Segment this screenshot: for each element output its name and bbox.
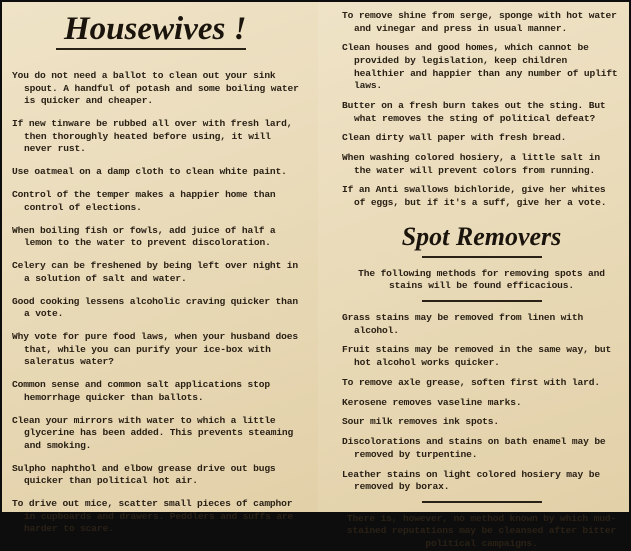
tip-item: To remove shine from serge, sponge with hot water and vinegar and press in usual manner.: [342, 10, 617, 34]
tip-item: You do not need a ballot to clean out your sink spout. A handful of potash and some boiling water is quicker and cheaper.: [12, 70, 299, 107]
section-divider: [422, 256, 542, 258]
tip-item: Clean your mirrors with water to which a little glycerine has been added. This prevents steaming and smoking.: [12, 414, 294, 451]
section-outro: There is, however, no method known by which mud-stained reputations may be cleansed after bitter political campaigns.: [346, 512, 617, 550]
tip-item: Good cooking lessens alcoholic craving quicker than a vote.: [12, 295, 298, 320]
housewives-title: Housewives !: [64, 11, 247, 47]
right-panel: [318, 2, 629, 550]
left-tips-list: [12, 70, 304, 536]
tip-item: Butter on a fresh burn takes out the sting. But what removes the sting of political defeat?: [342, 99, 606, 124]
tip-item: Why vote for pure food laws, when your husband does that, while you can purify your ice-box with saleratus water?: [12, 330, 298, 368]
spot-item: Discolorations and stains on bath enamel may be removed by turpentine.: [342, 436, 606, 460]
spot-removers-section: [342, 222, 621, 551]
spot-item: Grass stains may be removed from linen with alcohol.: [342, 312, 584, 336]
spot-removers-title: Spot Removers: [401, 221, 562, 251]
tip-item: Common sense and common salt applications stop hemorrhage quicker than ballots.: [12, 379, 270, 403]
left-panel: [2, 2, 318, 535]
tip-item: If new tinware be rubbed all over with fresh lard, then thoroughly heated before using, it will never rust.: [12, 118, 293, 155]
section-divider: [422, 501, 542, 503]
spot-item: Kerosene removes vaseline marks.: [342, 396, 522, 408]
tip-item: To drive out mice, scatter small pieces of camphor in cupboards and drawers. Peddlers and suffs are harder to scare.: [12, 498, 294, 535]
tip-item: Clean dirty wall paper with fresh bread.: [342, 132, 567, 144]
tip-item: Use oatmeal on a damp cloth to clean white paint.: [12, 166, 287, 178]
tip-item: Control of the temper makes a happier home than control of elections.: [12, 189, 276, 213]
right-tips-list: [342, 10, 621, 210]
spot-item: Sour milk removes ink spots.: [342, 416, 500, 428]
tip-item: Sulpho naphthol and elbow grease drive out bugs quicker than political hot air.: [12, 462, 276, 487]
spot-item: To remove axle grease, soften first with lard.: [342, 376, 600, 388]
title-underline: [56, 48, 246, 50]
section-intro: The following methods for removing spots and stains will be found efficacious.: [358, 267, 605, 292]
spot-item: Fruit stains may be removed in the same way, but hot alcohol works quicker.: [342, 344, 612, 368]
pamphlet: [2, 2, 629, 550]
tip-item: When boiling fish or fowls, add juice of half a lemon to the water to prevent discoloration.: [12, 224, 276, 249]
tip-item: Clean houses and good homes, which cannot be provided by legislation, keep children healthier and happier than any number of uplift laws.: [342, 42, 618, 92]
tip-item: When washing colored hosiery, a little salt in the water will prevent colors from running.: [342, 152, 600, 176]
spot-item: Leather stains on light colored hosiery may be removed by borax.: [342, 468, 600, 493]
section-divider: [422, 300, 542, 302]
tip-item: Celery can be freshened by being left over night in a solution of salt and water.: [12, 260, 298, 284]
tip-item: If an Anti swallows bichloride, give her whites of eggs, but if it's a suff, give her a vote.: [342, 184, 607, 209]
